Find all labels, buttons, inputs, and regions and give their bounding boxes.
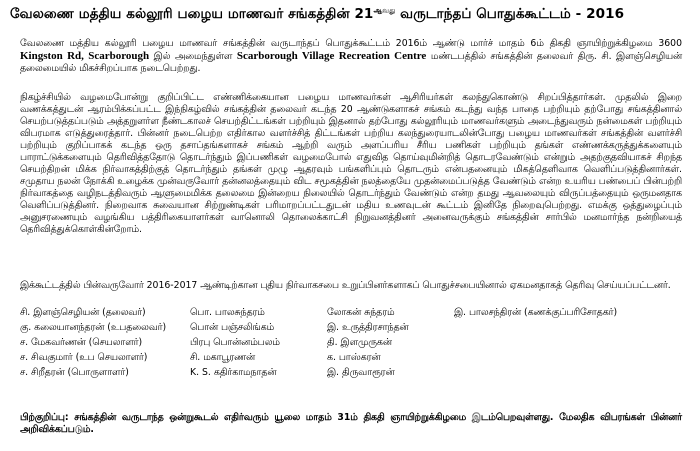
- committee-table: [20, 307, 690, 382]
- committee-member: க. பாஸ்கரன்: [327, 352, 381, 363]
- committee-member: K. S. கதிர்காமநாதன்: [190, 367, 277, 378]
- committee-row: [20, 367, 690, 382]
- committee-member: ச. சிறீதரன் (பொருளாளர்): [20, 367, 129, 378]
- intro-venue: Scarborough Village Recreation Centre: [236, 50, 427, 62]
- committee-member: ச. மேகவர்ணன் (செயலாளர்): [20, 337, 143, 348]
- committee-member: இ. உருத்திரசாந்தன்: [327, 322, 409, 333]
- committee-member: சி. மகாபூரணன்: [190, 352, 255, 363]
- committee-member: [454, 352, 690, 367]
- committee-member: [454, 322, 690, 337]
- closing-note: பிற்குறிப்பு: சங்கத்தின் வருடாந்த ஒன்றுகூடல் எதிர்வரும் யூலை மாதம் 31ம் திகதி ஞாயிற்றுக்கிழமை இடம்பெறவுள்ளது. மேலதிக விபரங்கள் பின்னர் அறிவிக்கப்படும்.: [20, 412, 682, 435]
- body-paragraph: நிகழ்ச்சியில் வழமைபோன்று குறிப்பிட்ட எண்ணிக்கையான பழைய மாணவர்கள் ஆசிரியர்கள் கலந்துகொண்டு சிறப்பித்தார்கள். முதலில் இறை வணக்கத்துடன் ஆரம்பிக்கப்பட்ட இந்நிகழ்வில் சங்கத்தின் தலைவர் கடந்த 20 ஆண்டுகளாகச் சங்கம் கடந்து வந்த பாதை பற்றியும் தற்போது சங்கத்தினால் செயற்படுத்தப்படும் அத்தறுளர்ள நீண்டகாலச் செயற்திட்டங்கள் பற்றியும் இதனால் தற்போது கல்லூரியும் மாணவர்களும் அடைந்துவரும் நன்மைகள் பற்றியும் விபரமாக எடுத்துரைத்தார். பின்னர் நடைபெற்ற எதிர்கால வளர்ச்சித் திட்டங்கள் பற்றிய கலந்துரையாடலின்போது பழைய மாணவர்கள் சங்கத்தின் வளர்ச்சி பற்றியும் குறிப்பாகக் கடந்த ஒரு தசாப்தங்களாகச் சங்கம் ஆற்றி வரும் அளப்பரிய சீரிய பணிகள் பற்றியும் தங்கள் எண்ணக்கருத்துக்களையும் பாராட்டுக்களையும் தெரிவித்ததோடு தொடர்ந்தும் இப்பணிகள் வழமைபோல் எதுவித தொய்வுமின்றித் தொடரவேண்டும் என்றும் அதற்குதவியாகச் சிறந்த செயற்திறன் மிக்க நிர்வாகத்திற்குத் தொடர்ந்தும் தங்கள் முழு ஆதரவும் பங்களிப்பும் தொடரும் என்பதனையும் மிகத்தெளிவாக வெளிப்படுத்தினார்கள். சமுதாய நலன் நோக்கி உழைக்க முன்வருவோர் தன்னலத்தையும் விட சமூகத்தின் நலத்தையே முதன்மைப்படுத்த வேண்டும் என்ற உயரிய பண்பைப் பின்பற்றி நிர்வாகத்தை வழிநடத்திவரும் ஆளுமைமிக்க தலைமை இன்றைய நிலையில் தொடர்ந்தும் வேண்டும் என்ற தமது ஆவலையும் விருப்பத்தையும் ஒருமனதாக வெளிப்படுத்தினர். நிறைவாக சுவையான சிற்றுண்டிகள் பரிமாறப்பட்டதுடன் மதிய உணவுடன் கூட்டம் இனிதே நிறைவுபெற்றது. எமக்கு ஒத்துழைப்பும் அனுசரணையும் வழங்கிய பத்திரிகையாளர்கள் வானொலி தொலைக்காட்சி நிறுவனத்தினர் அனைவருக்கும் சங்கத்தின் சார்பில் மனமார்ந்த நன்றியைத் தெரிவித்துக்கொள்கின்றோம்.: [20, 92, 682, 235]
- committee-row: [20, 322, 690, 337]
- committee-row: [20, 352, 690, 367]
- committee-row: [20, 307, 690, 322]
- committee-member: ச. சிவகுமார் (உப செயலாளர்): [20, 352, 148, 363]
- title-superscript: ஆவது: [373, 6, 396, 15]
- committee-member: [454, 367, 690, 382]
- intro-part1: வேலணை மத்திய கல்லூரி பழைய மாணவர் சங்கத்தின் வருடாந்தப் பொதுக்கூட்டம் 2016ம் ஆண்டு மார்ச் மாதம் 6ம் திகதி ஞாயிற்றுக்கிழமை 3600: [20, 38, 682, 49]
- committee-member: பிரபு பொன்னம்பலம்: [190, 337, 280, 348]
- committee-member: இ. பாலசந்திரன் (கணக்குப்பரிசோதகர்): [454, 307, 618, 318]
- intro-address: Kingston Rd, Scarborough: [20, 50, 150, 62]
- intro-part2: இல் அமைந்துள்ள: [149, 51, 237, 62]
- document-title: [10, 6, 690, 24]
- committee-member: தி. இளமுருகன்: [327, 337, 392, 348]
- committee-member: பொ. பாலசுந்தரம்: [190, 307, 265, 318]
- selection-paragraph: இக்கூட்டத்தில் பின்வருவோர் 2016-2017 ஆண்டிற்கான புதிய நிர்வாகசபை உறுப்பினர்களாகப் பொதுச்சபையினால் ஏகமனதாகத் தெரிவு செய்யப்பட்டனர்.: [20, 280, 671, 291]
- committee-member: பொன் பஞ்சலிங்கம்: [190, 322, 275, 333]
- intro-paragraph: [20, 38, 682, 75]
- committee-row: [20, 337, 690, 352]
- committee-member: கு. கலையானந்தரன் (உபதலைவர்): [20, 322, 167, 333]
- committee-member: இ. திருவாரூரன்: [327, 367, 395, 378]
- committee-member: [454, 337, 690, 352]
- committee-member: லோகன் சுந்தரம்: [327, 307, 395, 318]
- committee-member: சி. இளஞ்செழியன் (தலைவர்): [20, 307, 146, 318]
- intro-part3: மண்டபத்தில் சங்கத்தின் தலைவர் திரு. சி. இளஞ்செழியன் தலைமையில் மிகச்சிறப்பாக நடைபெற்றது.: [20, 51, 682, 74]
- title-text: வேலணை மத்திய கல்லூரி பழைய மாணவர் சங்கத்தின் 21: [10, 6, 374, 22]
- title-rest: வருடாந்தப் பொதுக்கூட்டம் - 2016: [395, 6, 625, 22]
